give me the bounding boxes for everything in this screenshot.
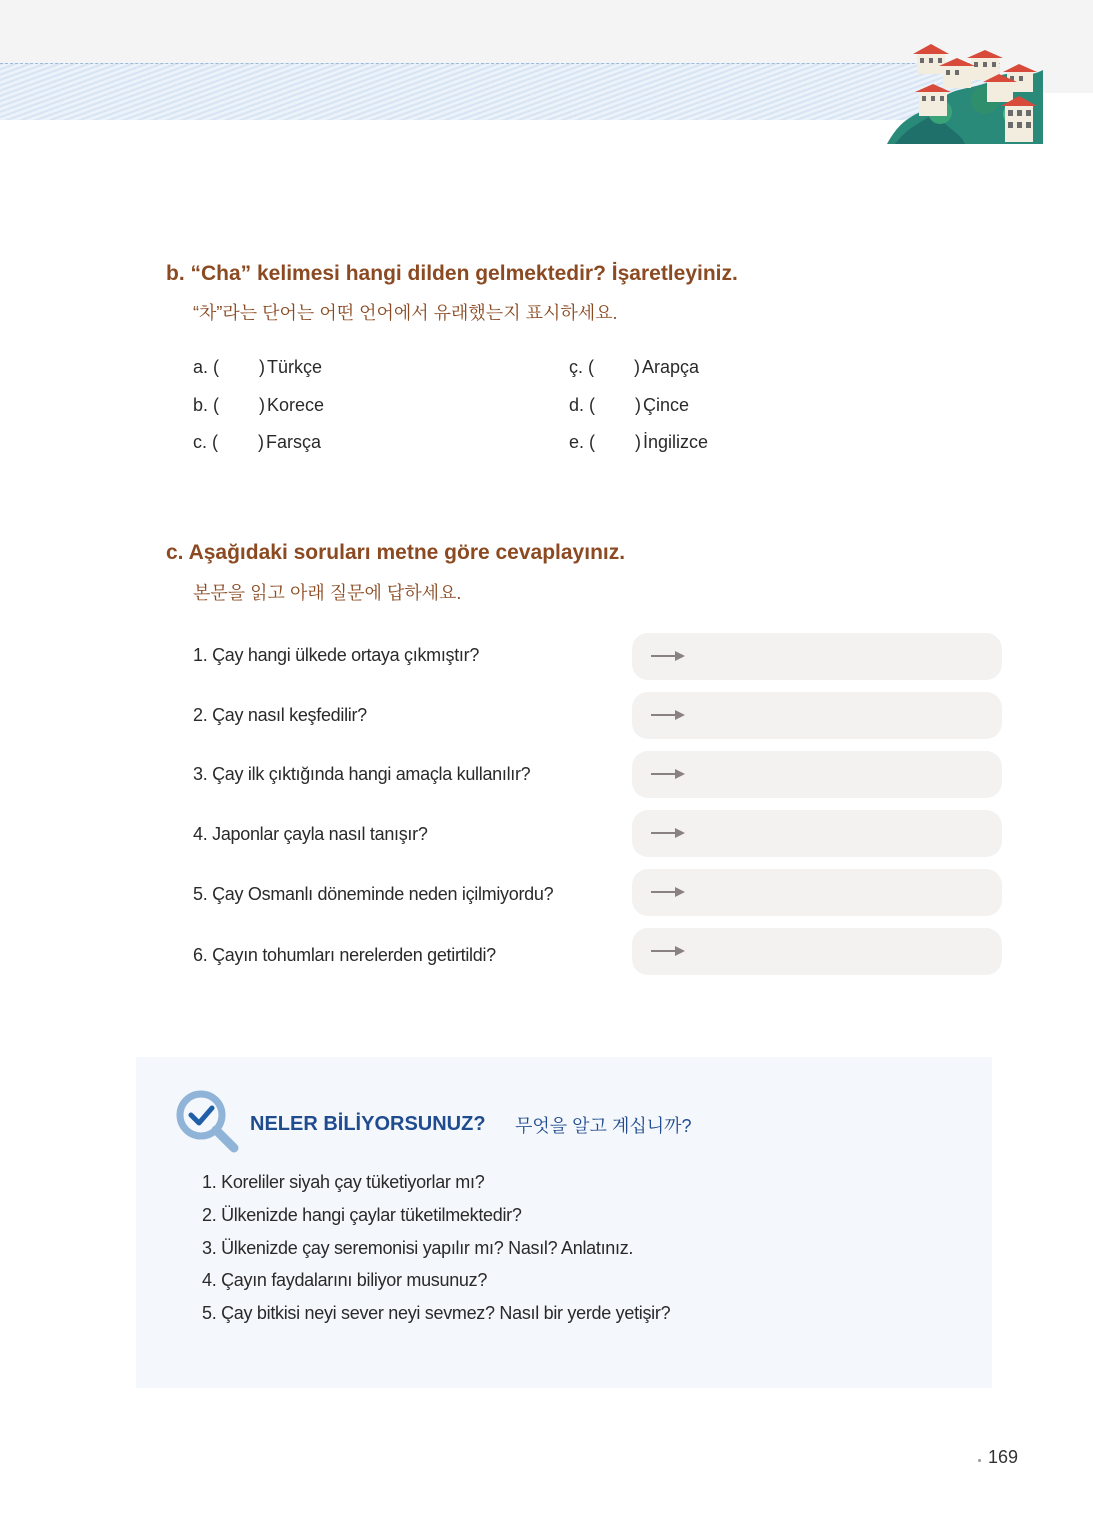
section-b-title: b. “Cha” kelimesi hangi dilden gelmektedir? İşaretleyiniz. xyxy=(166,262,738,285)
answer-field-6[interactable] xyxy=(632,928,1002,975)
arrow-right-icon xyxy=(651,769,687,779)
section-b-subtitle: “차”라는 단어는 어떤 언어에서 유래했는지 표시하세요. xyxy=(193,303,618,323)
question-2: 2. Çay nasıl keşfedilir? xyxy=(193,705,367,725)
village-illustration xyxy=(885,40,1045,148)
magnifier-check-icon xyxy=(174,1088,240,1154)
option-c-cedilla[interactable]: ç. ( ) Arapça xyxy=(569,357,700,377)
info-subtitle: 무엇을 알고 계십니까? xyxy=(515,1116,692,1136)
option-e[interactable]: e. ( ) İngilizce xyxy=(569,432,709,452)
answer-field-4[interactable] xyxy=(632,810,1002,857)
answer-field-1[interactable] xyxy=(632,633,1002,680)
option-c[interactable]: c. ( ) Farsça xyxy=(193,432,322,452)
arrow-right-icon xyxy=(651,710,687,720)
answer-field-3[interactable] xyxy=(632,751,1002,798)
question-6: 6. Çayın tohumları nerelerden getirtildi? xyxy=(193,945,496,965)
option-a[interactable]: a. ( ) Türkçe xyxy=(193,357,323,377)
question-1: 1. Çay hangi ülkede ortaya çıkmıştır? xyxy=(193,645,480,665)
arrow-right-icon xyxy=(651,828,687,838)
info-question-2: 2. Ülkenizde hangi çaylar tüketilmektedir? xyxy=(202,1205,522,1225)
option-d[interactable]: d. ( ) Çince xyxy=(569,395,690,415)
question-3: 3. Çay ilk çıktığında hangi amaçla kullanılır? xyxy=(193,764,531,784)
question-4: 4. Japonlar çayla nasıl tanışır? xyxy=(193,824,428,844)
arrow-right-icon xyxy=(651,651,687,661)
section-c-title: c. Aşağıdaki soruları metne göre cevaplayınız. xyxy=(166,541,626,564)
header-dashed-line xyxy=(0,63,1000,64)
arrow-right-icon xyxy=(651,887,687,897)
info-question-1: 1. Koreliler siyah çay tüketiyorlar mı? xyxy=(202,1172,485,1192)
question-5: 5. Çay Osmanlı döneminde neden içilmiyordu? xyxy=(193,884,554,904)
info-question-3: 3. Ülkenizde çay seremonisi yapılır mı? Nasıl? Anlatınız. xyxy=(202,1238,634,1258)
info-question-4: 4. Çayın faydalarını biliyor musunuz? xyxy=(202,1270,488,1290)
arrow-right-icon xyxy=(651,946,687,956)
header-stripe xyxy=(0,63,1000,120)
page-dot xyxy=(978,1459,981,1462)
option-b[interactable]: b. ( ) Korece xyxy=(193,395,325,415)
answer-field-2[interactable] xyxy=(632,692,1002,739)
info-title: NELER BİLİYORSUNUZ? xyxy=(250,1113,486,1135)
info-question-5: 5. Çay bitkisi neyi sever neyi sevmez? Nasıl bir yerde yetişir? xyxy=(202,1303,671,1323)
section-c-subtitle: 본문을 읽고 아래 질문에 답하세요. xyxy=(193,583,462,603)
answer-field-5[interactable] xyxy=(632,869,1002,916)
page-number: 169 xyxy=(988,1447,1019,1467)
